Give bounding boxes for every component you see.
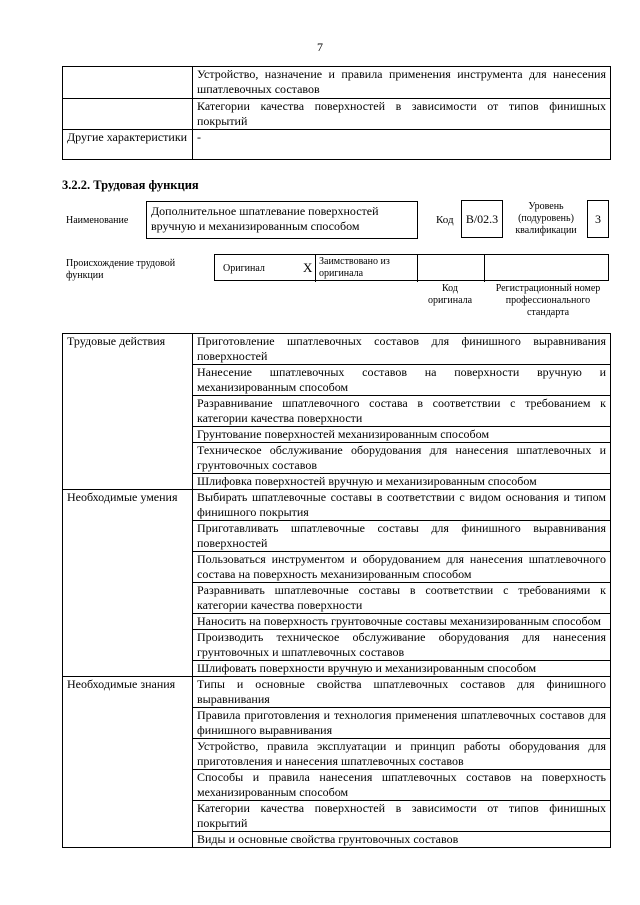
reg-caption: Регистрационный номер профессионального стандарта [495,283,601,318]
list-item: Приготавливать шпатлевочные составы для финишного выравнивания поверхностей [193,521,611,552]
group-label: Трудовые действия [63,334,193,490]
list-item: Категории качества поверхностей в зависимости от типов финишных покрытий [193,801,611,832]
function-name-box [146,201,418,239]
list-item: Шлифовка поверхностей вручную и механизированным способом [193,474,611,490]
row-label: Другие характеристики [63,130,193,160]
list-item: Способы и правила нанесения шпатлевочных составов на поверхность механизированным способом [193,770,611,801]
list-item: Разравнивание шпатлевочного состава в соответствии с требованием к категории качества поверхности [193,396,611,427]
table-row [63,334,611,365]
list-item: Наносить на поверхность грунтовочные составы механизированным способом [193,614,611,630]
list-item: Нанесение шпатлевочных составов на поверхности вручную и механизированным способом [193,365,611,396]
original-mark: X [303,260,313,275]
list-item: Техническое обслуживание оборудования для нанесения шпатлевочных и грунтовочных составов [193,443,611,474]
code-label: Код [436,214,454,226]
group-label: Необходимые умения [63,490,193,677]
list-item: Виды и основные свойства грунтовочных составов [193,832,611,848]
top-table [62,66,611,160]
list-item: Типы и основные свойства шпатлевочных составов для финишного выравнивания [193,677,611,708]
table-row [63,490,611,521]
row-label [63,67,193,99]
group-label: Необходимые знания [63,677,193,848]
divider [315,255,316,282]
table-row [63,677,611,708]
name-label: Наименование [66,215,129,226]
list-item: Пользоваться инструментом и оборудованием для нанесения шпатлевочного состава на поверхность механизированным способом [193,552,611,583]
list-item: Приготовление шпатлевочных составов для финишного выравнивания поверхностей [193,334,611,365]
borrowed-label: Заимствовано из оригинала [319,256,390,279]
function-code: В/02.3 [461,200,503,238]
level-value: 3 [587,200,609,238]
origin-label: Происхождение трудовой функции [66,258,176,281]
row-text: - [193,130,611,160]
main-table [62,333,611,848]
list-item: Шлифовать поверхности вручную и механизированным способом [193,661,611,677]
table-row [63,99,611,130]
row-label [63,99,193,130]
list-item: Производить техническое обслуживание оборудования для нанесения грунтовочных и шпатлевочных составов [193,630,611,661]
list-item: Устройство, правила эксплуатации и принцип работы оборудования для приготовления и нанесения шпатлевочных составов [193,739,611,770]
table-row [63,130,611,160]
table-row [63,67,611,99]
list-item: Грунтование поверхностей механизированным способом [193,427,611,443]
original-label: Оригинал [223,263,265,274]
level-label: Уровень (подуровень) квалификации [515,201,577,236]
page-number: 7 [317,40,323,54]
divider [417,255,418,282]
divider [484,255,485,282]
code-caption: Код оригинала [427,283,473,306]
row-text: Устройство, назначение и правила применения инструмента для нанесения шпатлевочных составов [193,67,611,99]
list-item: Выбирать шпатлевочные составы в соответствии с видом основания и типом финишного покрытия [193,490,611,521]
origin-box [214,254,609,281]
list-item: Правила приготовления и технология применения шпатлевочных составов для финишного выравнивания [193,708,611,739]
section-heading: 3.2.2. Трудовая функция [62,178,199,192]
function-name: Дополнительное шпатлевание поверхностей вручную и механизированным способом [151,204,379,233]
row-text: Категории качества поверхностей в зависимости от типов финишных покрытий [193,99,611,130]
list-item: Разравнивать шпатлевочные составы в соответствии с требованиями к категории качества поверхности [193,583,611,614]
